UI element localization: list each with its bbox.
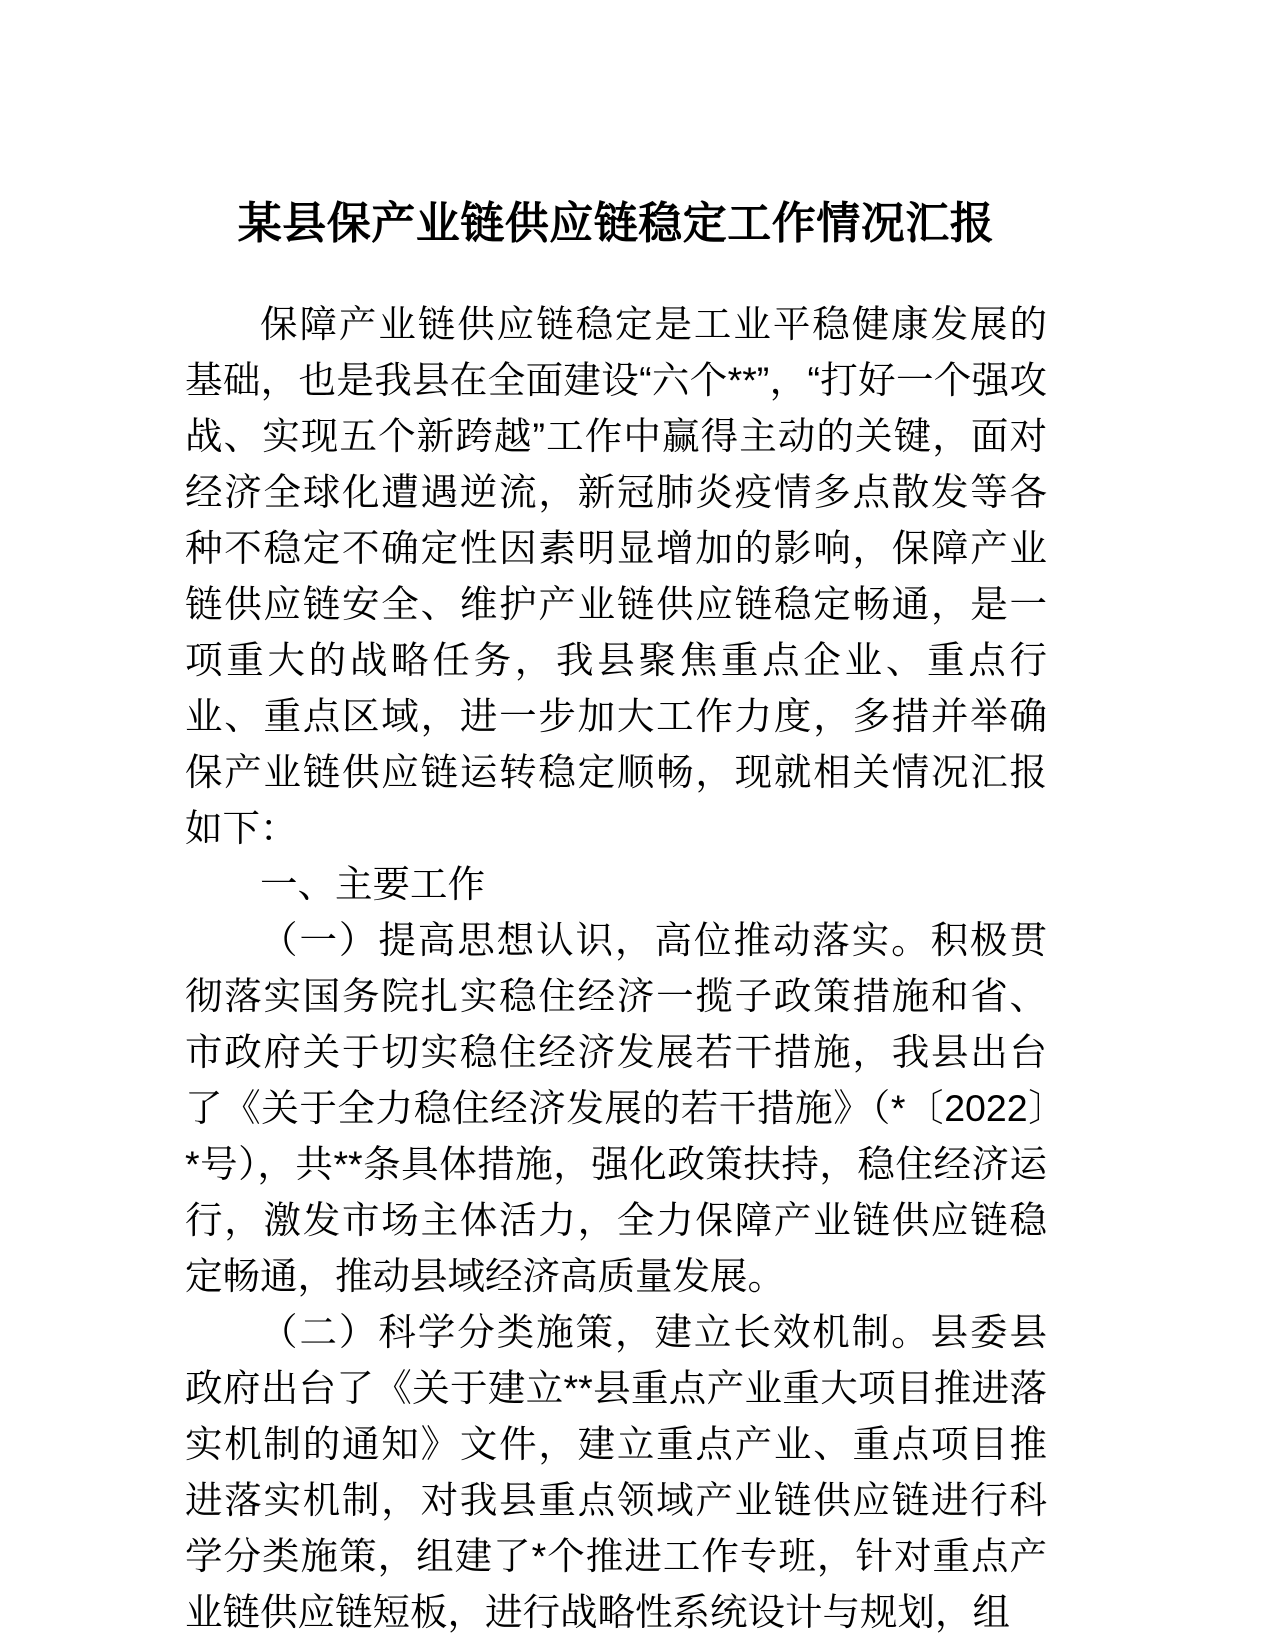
title-spacer	[185, 252, 1047, 296]
page-title: 某县保产业链供应链稳定工作情况汇报	[237, 199, 995, 248]
paragraph-section-1-1: （一）提高思想认识，高位推动落实。积极贯彻落实国务院扎实稳住经济一揽子政策措施和省、市政府关于切实稳住经济发展若干措施，我县出台了《关于全力稳住经济发展的若干措施》（*〔2022〕*号），共**条具体措施，强化政策扶持，稳住经济运行，激发市场主体活力，全力保障产业链供应链稳定畅通，推动县域经济高质量发展。	[185, 919, 1047, 1297]
document-body	[185, 0, 1047, 1640]
paragraph-section-1-2: （二）科学分类施策，建立长效机制。县委县政府出台了《关于建立**县重点产业重大项目推进落实机制的通知》文件，建立重点产业、重点项目推进落实机制，对我县重点领域产业链供应链进行科学分类施策，组建了*个推进工作专班，针对重点产业链供应链短板，进行战略性系统设计与规划，组	[185, 1311, 1047, 1633]
section-heading-main-work: 一、主要工作	[260, 863, 485, 905]
paragraph-intro: 保障产业链供应链稳定是工业平稳健康发展的基础，也是我县在全面建设“六个**”，“打好一个强攻战、实现五个新跨越”工作中赢得主动的关键，面对经济全球化遭遇逆流，新冠肺炎疫情多点散发等各种不稳定不确定性因素明显增加的影响，保障产业链供应链安全、维护产业链供应链稳定畅通，是一项重大的战略任务，我县聚焦重点企业、重点行业、重点区域，进一步加大工作力度，多措并举确保产业链供应链运转稳定顺畅，现就相关情况汇报如下：	[185, 303, 1047, 849]
